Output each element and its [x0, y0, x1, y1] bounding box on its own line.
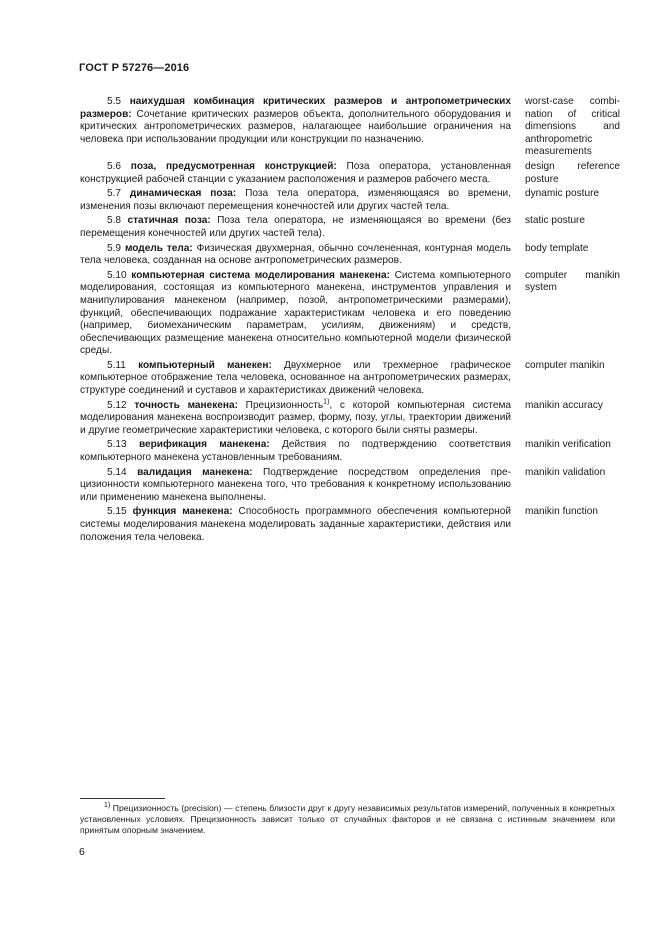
- term-text: Сочетание критических размеров объекта, дополнительного оборудования и критических антропометрических размеров, налагающее наибольшие ограничения на человека при использовании продукции или конструкции по назначению.: [80, 108, 511, 145]
- term-entry-5-9: [80, 243, 620, 268]
- term-english: manikin verification: [525, 439, 611, 451]
- term-name: валидация манекена:: [137, 466, 253, 478]
- term-number: 5.14: [107, 466, 127, 478]
- footnote-reference: 1): [323, 398, 330, 406]
- footnote-marker: 1): [104, 802, 111, 810]
- term-text: Способность программного обеспечения компьютерной системы моделирования манекена моделировать заданные характеристики, действия или положения тела человека.: [80, 506, 511, 543]
- term-entry-5-15: [80, 506, 620, 544]
- term-number: 5.8: [107, 215, 122, 227]
- term-number: 5.13: [107, 439, 127, 451]
- term-english: manikin function: [525, 506, 598, 518]
- footnote: [80, 803, 615, 836]
- term-name: точность манекена:: [134, 399, 238, 411]
- term-name: статичная поза:: [127, 215, 211, 227]
- term-definition: [80, 243, 511, 268]
- term-definition: [80, 400, 511, 438]
- term-entry-5-13: [80, 439, 620, 464]
- document-code: ГОСТ Р 57276—2016: [79, 62, 190, 74]
- term-name: наихудшая комбинация критических размеров и антропометрических размеров:: [80, 96, 511, 120]
- term-text: Поза тела оператора, не изменяющаяся во времени (без перемещения конечностей или других частей тела).: [80, 215, 512, 239]
- term-name: компьютерный манекен:: [138, 359, 272, 371]
- term-entry-5-11: [80, 360, 620, 398]
- term-english: static posture: [525, 215, 586, 227]
- term-entry-5-14: [80, 467, 620, 505]
- term-number: 5.5: [107, 96, 122, 107]
- term-entry-5-8: [80, 215, 620, 240]
- term-entry-5-6: [80, 161, 620, 186]
- term-english: computer manikin: [525, 359, 605, 371]
- term-text-continued: , с которой компьютерная система моделирования манекена воспроизводит размер, форму, позу, углы, траектории движений и другие геометрические характеристики человека, с которого были сняты размеры.: [80, 399, 511, 436]
- term-entry-5-5: [80, 96, 620, 159]
- term-definition: [80, 467, 511, 505]
- term-text: Прецизионность: [237, 399, 324, 411]
- term-definition: [80, 96, 511, 159]
- term-text: Действия по подтверждению соответствия компьютерного манекена установленным требованиям.: [80, 439, 511, 464]
- terms-list: [80, 96, 620, 546]
- term-english: body template: [525, 242, 589, 254]
- term-english: design reference posture: [525, 160, 620, 185]
- footnote-text: Прецизионность (precision) — степень близости друг к другу независимых результатов измерений, полученных в конкретных установленных условиях. Прецизионность зависит только от случайных факторов и не связана с истинным значением или принятым опорным значением.: [80, 803, 615, 835]
- term-text: Поза оператора, установленная конструкцией рабочей станции с указанием расположения и размеров рабочего места.: [80, 160, 511, 185]
- term-definition: [80, 439, 511, 464]
- term-definition: [80, 215, 511, 240]
- page-number: 6: [79, 846, 85, 858]
- term-entry-5-10: [80, 270, 620, 358]
- term-definition: [80, 188, 511, 213]
- term-text: Физическая двухмерная, обычно сочлененная, контурная модель тела человека, созданная на основе антропометрических размеров.: [80, 242, 511, 267]
- term-number: 5.9: [107, 242, 122, 254]
- term-text: Подтверждение посредством определения прецизионности компьютерного манекена того, что требования к конкретному использованию или применению манекена выполнены.: [80, 466, 511, 503]
- term-english: worst-case combination of critical dimensions and anthropometric measurements: [525, 96, 620, 158]
- term-text: Система компьютерного моделирования, состоящая из компьютерного манекена, инструментов управления и манипулирования манекеном (например, позой, антропометрическими размерами), функций, обеспечивающих подражание характеристикам человека и его поведению (например, биомеханическим параметрам, усилиям, движениям) и средств, обеспечивающих размещение манекена относительно компьютерной модели физической среды.: [80, 269, 511, 357]
- term-definition: [80, 161, 511, 186]
- term-definition: [80, 270, 511, 358]
- term-text: Двухмерное или трехмерное графическое компьютерное отображение тела человека, основанное на антропометрических размерах, структуре соединений и суставов и характеристиках движений человека.: [80, 359, 511, 397]
- term-number: 5.11: [107, 359, 126, 371]
- term-definition: [80, 506, 511, 544]
- term-entry-5-7: [80, 188, 620, 213]
- footnote-divider: [80, 798, 165, 799]
- term-name: компьютерная система моделирования манекена:: [131, 269, 390, 281]
- term-name: функция манекена:: [132, 506, 233, 518]
- term-number: 5.12: [107, 399, 127, 411]
- term-number: 5.7: [107, 188, 122, 200]
- term-text: Поза тела оператора, изменяющаяся во времени, изменения позы включают перемещения конечностей или других частей тела.: [80, 188, 511, 212]
- term-english: dynamic posture: [525, 188, 600, 200]
- term-name: модель тела:: [124, 242, 193, 254]
- term-english: computer manikin system: [525, 269, 620, 294]
- term-english: manikin validation: [525, 466, 606, 478]
- term-number: 5.6: [107, 160, 122, 172]
- term-name: верификация манекена:: [138, 439, 270, 451]
- term-name: поза, предусмотренная конструкцией:: [130, 160, 337, 172]
- term-definition: [80, 360, 511, 398]
- term-english: manikin accuracy: [525, 399, 603, 411]
- term-entry-5-12: [80, 400, 620, 438]
- term-number: 5.15: [107, 506, 127, 518]
- term-name: динамическая поза:: [129, 188, 237, 200]
- term-number: 5.10: [107, 269, 127, 281]
